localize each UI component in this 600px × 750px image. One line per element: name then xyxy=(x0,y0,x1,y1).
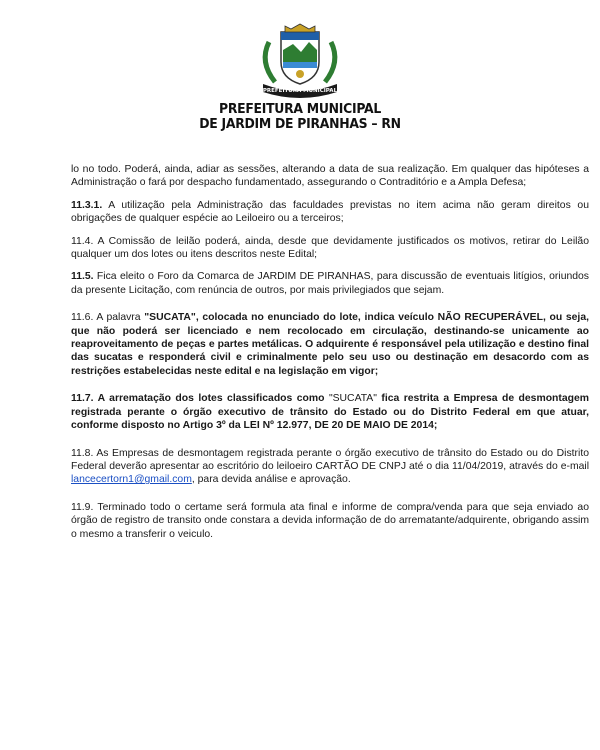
sucata-quoted: "SUCATA" xyxy=(328,393,377,405)
paragraph-11-9: 11.9. Terminado todo o certame será formula ata final e informe de compra/venda para que seja enviado ao órgão de registro de transito onde constara a devida informação de do arrematante/adquirente, obrigando assim o mesmo a transferir o veiculo. xyxy=(71,501,589,540)
clause-number: 11.5. xyxy=(71,271,94,283)
paragraph-continuation: lo no todo. Poderá, ainda, adiar as sessões, alterando a data de sua realização. Em qualquer das hipóteses a Administração o fará por despacho fundamentado, assegurando o Contraditório e a Ampla Defesa; xyxy=(71,164,589,189)
clause-number: 11.3.1. xyxy=(71,199,103,211)
paragraph-11-7 xyxy=(71,392,589,432)
clause-intro: 11.6. A palavra xyxy=(71,312,145,324)
letterhead xyxy=(0,22,600,132)
document-body xyxy=(71,163,589,550)
clause-text-bold: "SUCATA", colocada no enunciado do lote, indica veículo NÃO RECUPERÁVEL, ou seja, que não poderá ser licenciado e nem recolocado em circulação, destinando-se unicamente ao reaproveitamento de peças e partes metálicas. O adquirente é responsável pela utilização e destino final das sucatas e responderá civil e criminalmente pelo seu uso ou destinação em desacordo com as restrições estabelecidas neste edital e na legislação em vigor; xyxy=(71,312,589,377)
paragraph-11-5 xyxy=(71,270,589,297)
clause-text-end: , para devida análise e aprovação. xyxy=(191,474,351,486)
municipality-title-line1: PREFEITURA MUNICIPAL xyxy=(219,101,381,117)
paragraph-11-6 xyxy=(71,311,589,378)
crest-ribbon-text: PREFEITURA MUNICIPAL xyxy=(262,88,338,94)
municipality-title-line2: DE JARDIM DE PIRANHAS – RN xyxy=(199,116,401,132)
email-link[interactable]: lancecertorn1@gmail.com xyxy=(71,474,192,486)
paragraph-11-4: 11.4. A Comissão de leilão poderá, ainda, desde que devidamente justificados os motivos, retirar do Leilão qualquer um dos lotes ou itens descritos neste Edital; xyxy=(71,235,589,261)
clause-text: 11.8. As Empresas de desmontagem registrada perante o órgão executivo de trânsito do Estado ou do Distrito Federal deverão apresentar ao escritório do leiloeiro CARTÃO DE CNPJ até o dia 11/04/2019, através do e-mail xyxy=(71,447,589,472)
paragraph-11-8 xyxy=(71,447,589,487)
paragraph-11-3-1 xyxy=(71,199,589,226)
clause-text: Fica eleito o Foro da Comarca de JARDIM DE PIRANHAS, para discussão de eventuais litígios, oriundos da presente Licitação, com renúncia de outros, por mais privilegiados que sejam. xyxy=(71,271,589,296)
clause-text-bold: 11.7. A arrematação dos lotes classificados como xyxy=(71,393,329,405)
clause-text: A utilização pela Administração das faculdades previstas no item acima não geram direitos ou obrigações de qualquer espécie ao Leiloeiro ou a terceiros; xyxy=(71,199,589,225)
clause-text-bold-cont: fica restrita a Empresa de desmontagem registrada perante o órgão executivo de trânsito do Estado ou do Distrito Federal em que atuar, conforme disposto no Artigo 3º da LEI Nº 12.977, DE 20 DE MAIO DE 2014; xyxy=(71,393,589,432)
municipal-crest-logo xyxy=(255,22,345,100)
